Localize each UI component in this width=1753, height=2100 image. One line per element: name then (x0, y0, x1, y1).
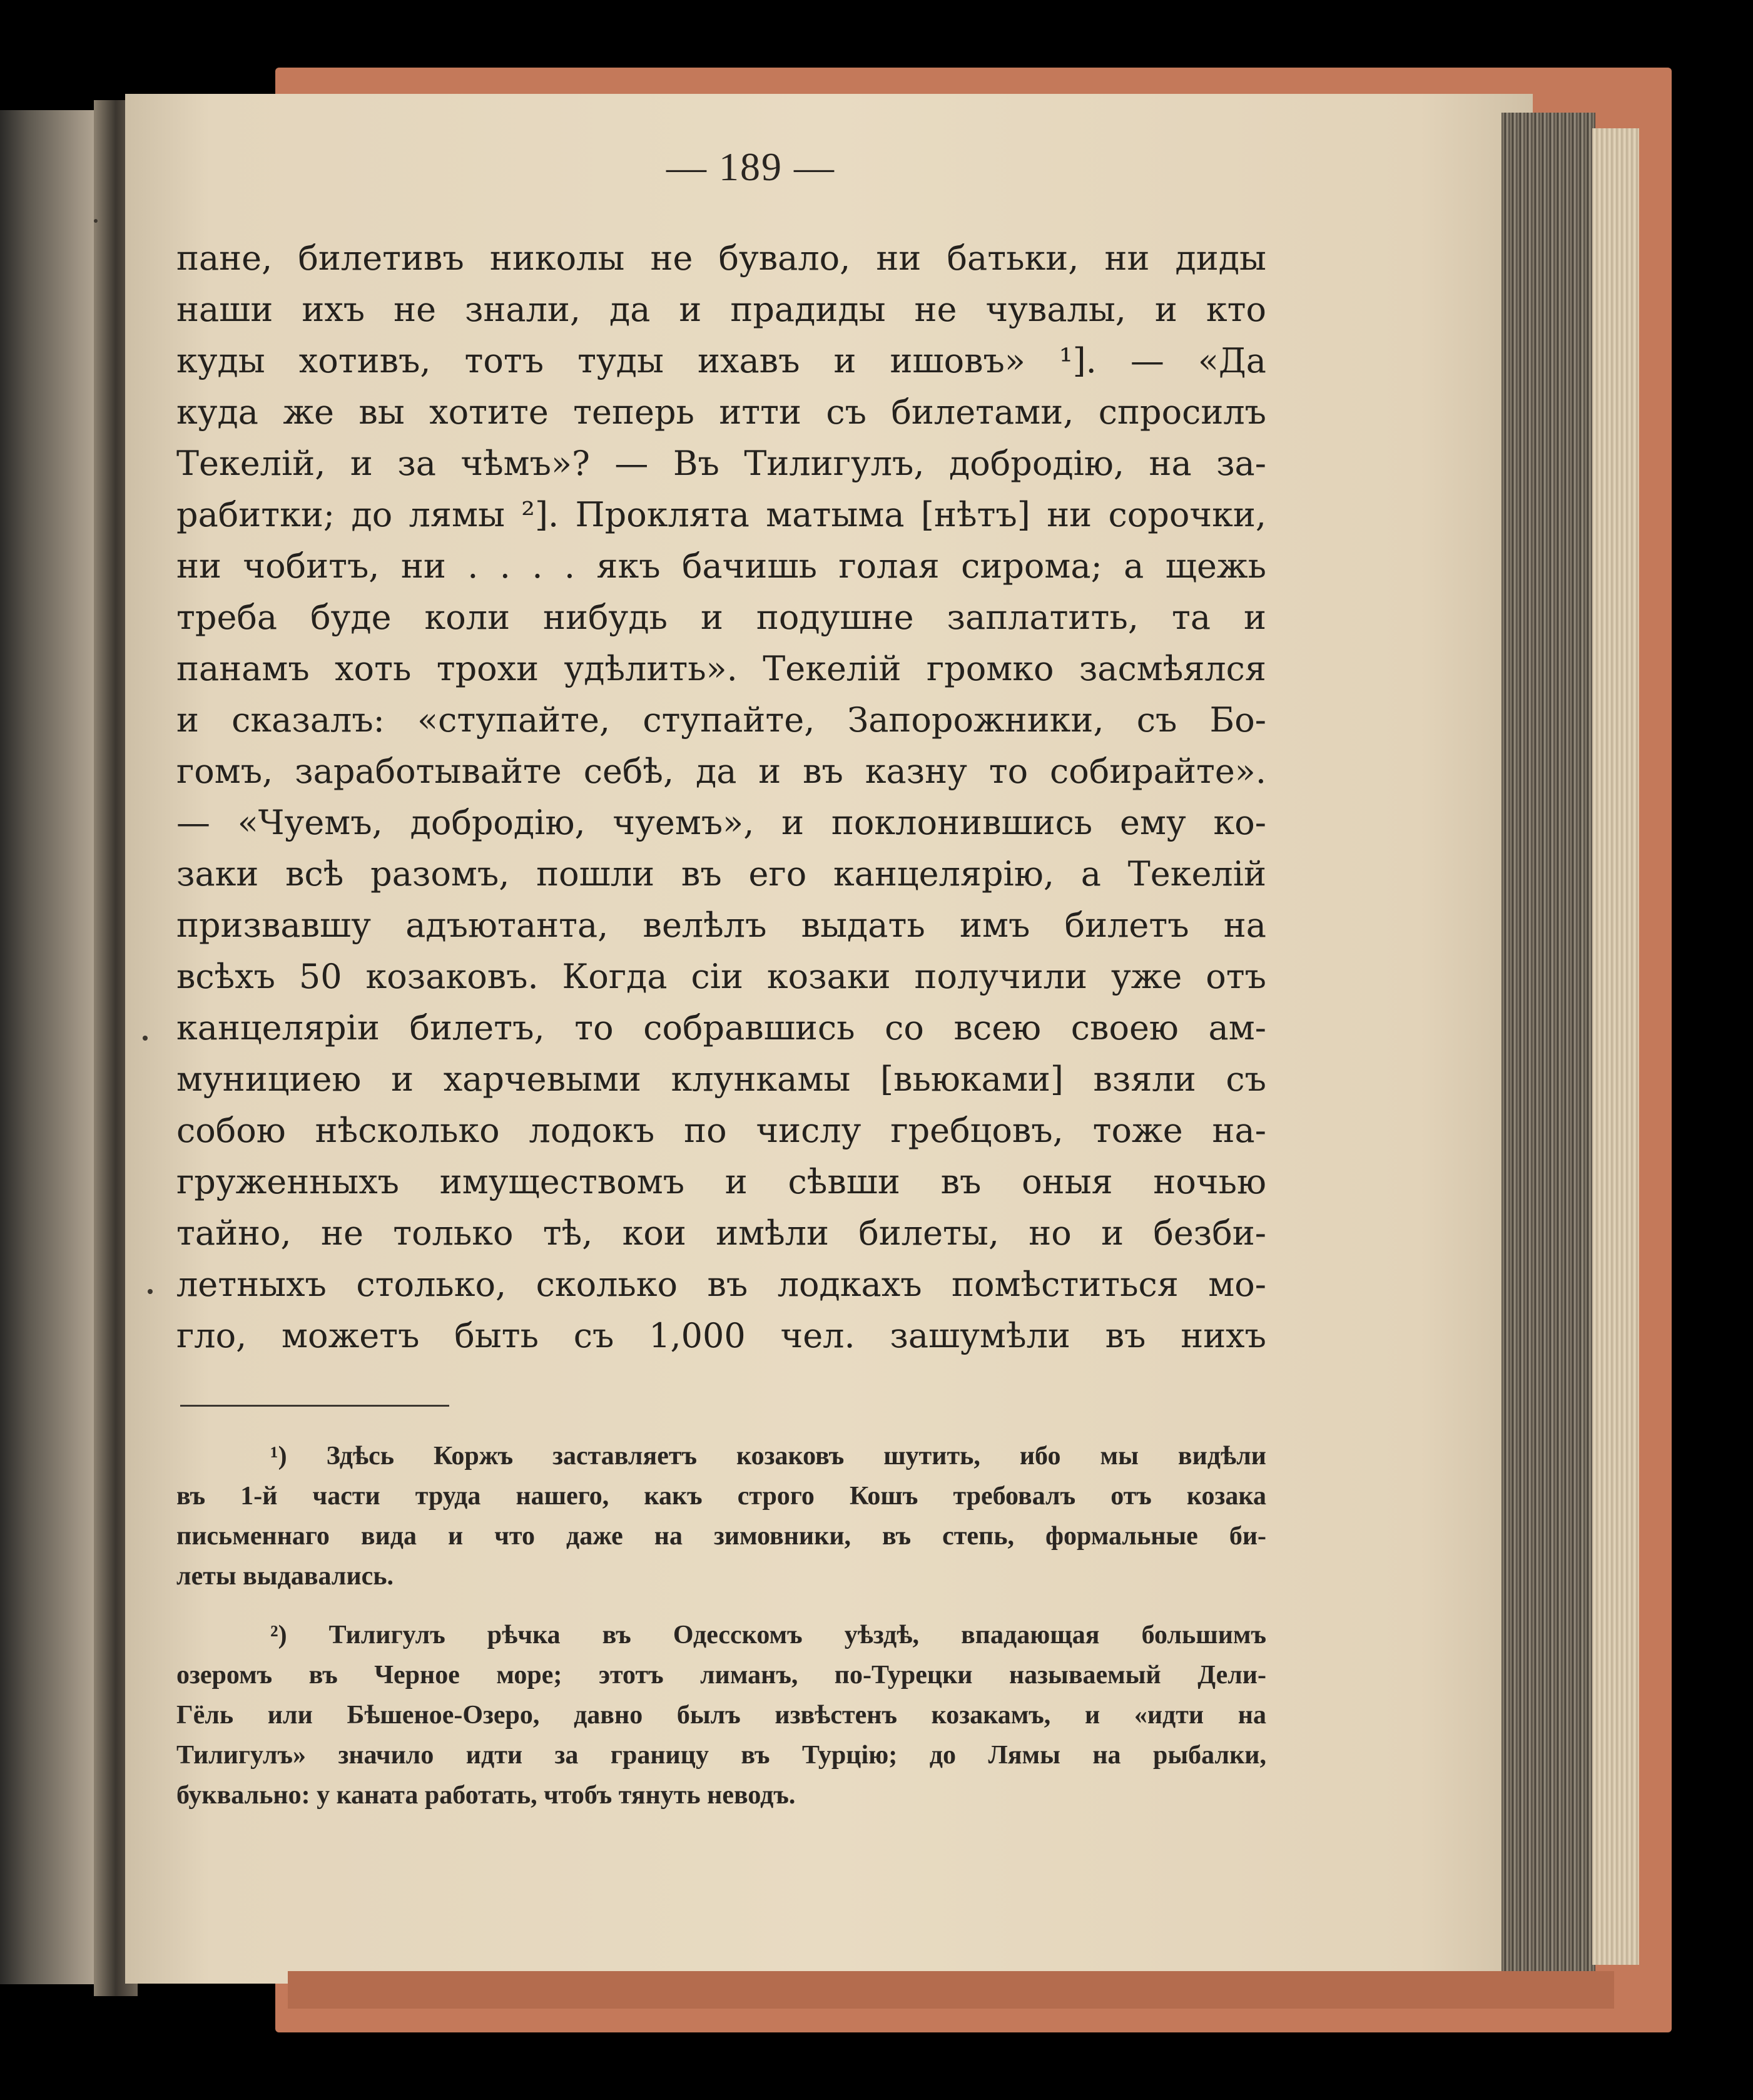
footnote-line: ¹) Здѣсь Коржъ заставляетъ козаковъ шутить, ибо мы видѣли (270, 1442, 1266, 1471)
text-line: тайно, не только тѣ, кои имѣли билеты, но и безби- (176, 1213, 1266, 1253)
text-line: наши ихъ не знали, да и прадиды не чувалы, и кто (176, 290, 1266, 329)
text-line: рабитки; до лямы ²]. Проклята матыма [нѣтъ] ни сорочки, (176, 495, 1266, 534)
footnote-line: въ 1-й части труда нашего, какъ строго Кошъ требовалъ отъ козака (176, 1482, 1266, 1511)
paper-speck (148, 1289, 153, 1294)
text-line: собою нѣсколько лодокъ по числу гребцовъ, тоже на- (176, 1111, 1266, 1150)
text-line: заки всѣ разомъ, пошли въ его канцелярію, а Текелій (176, 854, 1266, 894)
footnotes (176, 1436, 1266, 1815)
text-line: Текелій, и за чѣмъ»? — Въ Тилигулъ, добродію, на за- (176, 444, 1266, 483)
body-text (176, 233, 1266, 1362)
book-bottom-edge (288, 1971, 1614, 2009)
text-line: куда же вы хотите теперь итти съ билетами, спросилъ (176, 392, 1266, 432)
text-line: ни чобитъ, ни . . . . якъ бачишь голая сирома; а щежь (176, 546, 1266, 586)
text-line: треба буде коли нибудь и подушне заплатить, та и (176, 598, 1266, 637)
paper-speck (94, 219, 98, 223)
text-line: и сказалъ: «ступайте, ступайте, Запорожники, съ Бо- (176, 700, 1266, 740)
footnote-2 (176, 1615, 1266, 1815)
text-line: гло, можетъ быть съ 1,000 чел. зашумѣли въ нихъ (176, 1316, 1266, 1355)
text-line: всѣхъ 50 козаковъ. Когда сіи козаки получили уже отъ (176, 957, 1266, 996)
footnote-line: ²) Тилигулъ рѣчка въ Одесскомъ уѣздѣ, впадающая большимъ (270, 1621, 1266, 1649)
footnote-line: Гёль или Бѣшеное-Озеро, давно былъ извѣстенъ козакамъ, и «идти на (176, 1701, 1266, 1730)
text-line: призвавшу адъютанта, велѣлъ выдать имъ билетъ на (176, 905, 1266, 945)
text-line: летныхъ столько, сколько въ лодкахъ помѣститься мо- (176, 1265, 1266, 1304)
text-line: груженныхъ имуществомъ и сѣвши въ оныя ночью (176, 1162, 1266, 1201)
text-line: пане, билетивъ николы не бувало, ни батьки, ни диды (176, 238, 1266, 278)
text-line: канцеляріи билетъ, то собравшись со всею своею ам- (176, 1008, 1266, 1047)
footnote-line: письменнаго вида и что даже на зимовники, въ степь, формальные би- (176, 1522, 1266, 1551)
footnote-line: леты выдавались. (176, 1562, 394, 1591)
text-line: куды хотивъ, тотъ туды ихавъ и ишовъ» ¹]. — «Да (176, 341, 1266, 380)
text-line: панамъ хоть трохи удѣлить». Текелій громко засмѣялся (176, 649, 1266, 688)
page-number: — 189 — (666, 145, 835, 189)
page-block-outer (1592, 128, 1639, 1965)
text-line: — «Чуемъ, добродію, чуемъ», и поклонившись ему ко- (176, 803, 1266, 842)
page-block-edges (1501, 113, 1595, 1984)
footnote-line: буквально: у каната работать, чтобъ тянуть неводъ. (176, 1781, 796, 1810)
footnote-1 (176, 1436, 1266, 1596)
text-line: мунициею и харчевыми клункамы [вьюками] взяли съ (176, 1059, 1266, 1099)
footnote-line: Тилигулъ» значило идти за границу въ Турцію; до Лямы на рыбалки, (176, 1741, 1266, 1770)
footnote-line: озеромъ въ Черное море; этотъ лиманъ, по-Турецки называемый Дели- (176, 1661, 1266, 1690)
footnote-rule (180, 1405, 449, 1407)
text-line: гомъ, заработывайте себѣ, да и въ казну то собирайте». (176, 752, 1266, 791)
paper-speck (143, 1036, 148, 1041)
